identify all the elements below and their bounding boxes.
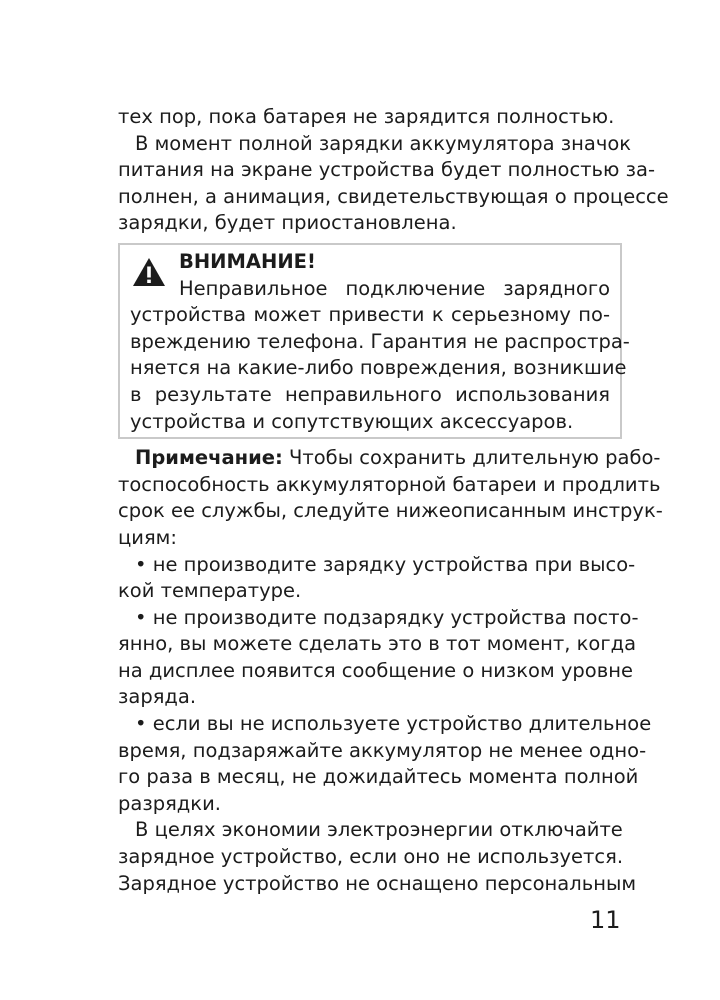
text-line: кой температуре. xyxy=(118,579,302,603)
text-line: Зарядное устройство не оснащено персональным xyxy=(118,871,637,895)
text-line: питания на экране устройства будет полностью за- xyxy=(118,158,656,182)
note-label: Примечание: xyxy=(135,446,283,470)
note-first-line xyxy=(118,445,661,472)
page-number: 11 xyxy=(590,906,621,934)
warning-text-line: устройства и сопутствующих аксессуаров. xyxy=(130,409,574,433)
bullet-item xyxy=(118,711,652,817)
bullet-item xyxy=(118,605,639,711)
text-line: зарядки, будет приостановлена. xyxy=(118,211,457,235)
warning-text-line: вреждению телефона. Гарантия не распростра- xyxy=(130,329,630,353)
text-line: • не производите зарядку устройства при высо- xyxy=(135,552,636,576)
paragraph-continuation xyxy=(118,104,622,131)
paragraph-energy-saving xyxy=(118,817,637,897)
text-line: заряда. xyxy=(118,685,197,709)
text-line: тех пор, пока батарея не зарядится полностью. xyxy=(118,105,615,128)
text-line: полнен, а анимация, свидетельствующая о процессе xyxy=(118,184,669,208)
text-line: разрядки. xyxy=(118,791,221,815)
text-line: зарядное устройство, если оно не используется. xyxy=(118,845,624,869)
warning-text-line: няется на какие-либо повреждения, возникшие xyxy=(130,356,627,380)
text-line: В момент полной зарядки аккумулятора значок xyxy=(135,131,632,155)
text-line: • если вы не используете устройство длительное xyxy=(135,712,652,736)
text-line: время, подзаряжайте аккумулятор не менее одно- xyxy=(118,738,647,762)
warning-text-line: в результате неправильного использования xyxy=(130,382,610,406)
warning-box xyxy=(118,243,630,439)
bullet-item xyxy=(118,552,636,605)
warning-header xyxy=(130,249,610,276)
warning-text-line: устройства может привести к серьезному по- xyxy=(130,303,610,327)
paragraph-full-charge xyxy=(118,131,669,237)
warning-triangle-icon xyxy=(132,257,166,287)
text-line: го раза в месяц, не дожидайтесь момента полной xyxy=(118,765,639,789)
warning-text-line: Неправильное подключение зарядного xyxy=(179,276,610,300)
text-line: циям: xyxy=(118,525,177,549)
text-line: В целях экономии электроэнергии отключайте xyxy=(135,818,623,842)
note-first-line-text: Чтобы сохранить длительную рабо- xyxy=(289,446,661,470)
note-paragraph xyxy=(118,445,663,551)
text-line: тоспособность аккумуляторной батареи и продлить xyxy=(118,472,661,496)
text-line: срок ее службы, следуйте нижеописанным инструк- xyxy=(118,499,663,523)
text-line: янно, вы можете сделать это в тот момент, когда xyxy=(118,632,637,656)
text-line: на дисплее появится сообщение о низком уровне xyxy=(118,658,633,682)
text-line: • не производите подзарядку устройства посто- xyxy=(135,605,639,629)
bullet-list xyxy=(118,552,652,818)
page-body xyxy=(118,104,669,897)
warning-title: ВНИМАНИЕ! xyxy=(179,249,316,273)
